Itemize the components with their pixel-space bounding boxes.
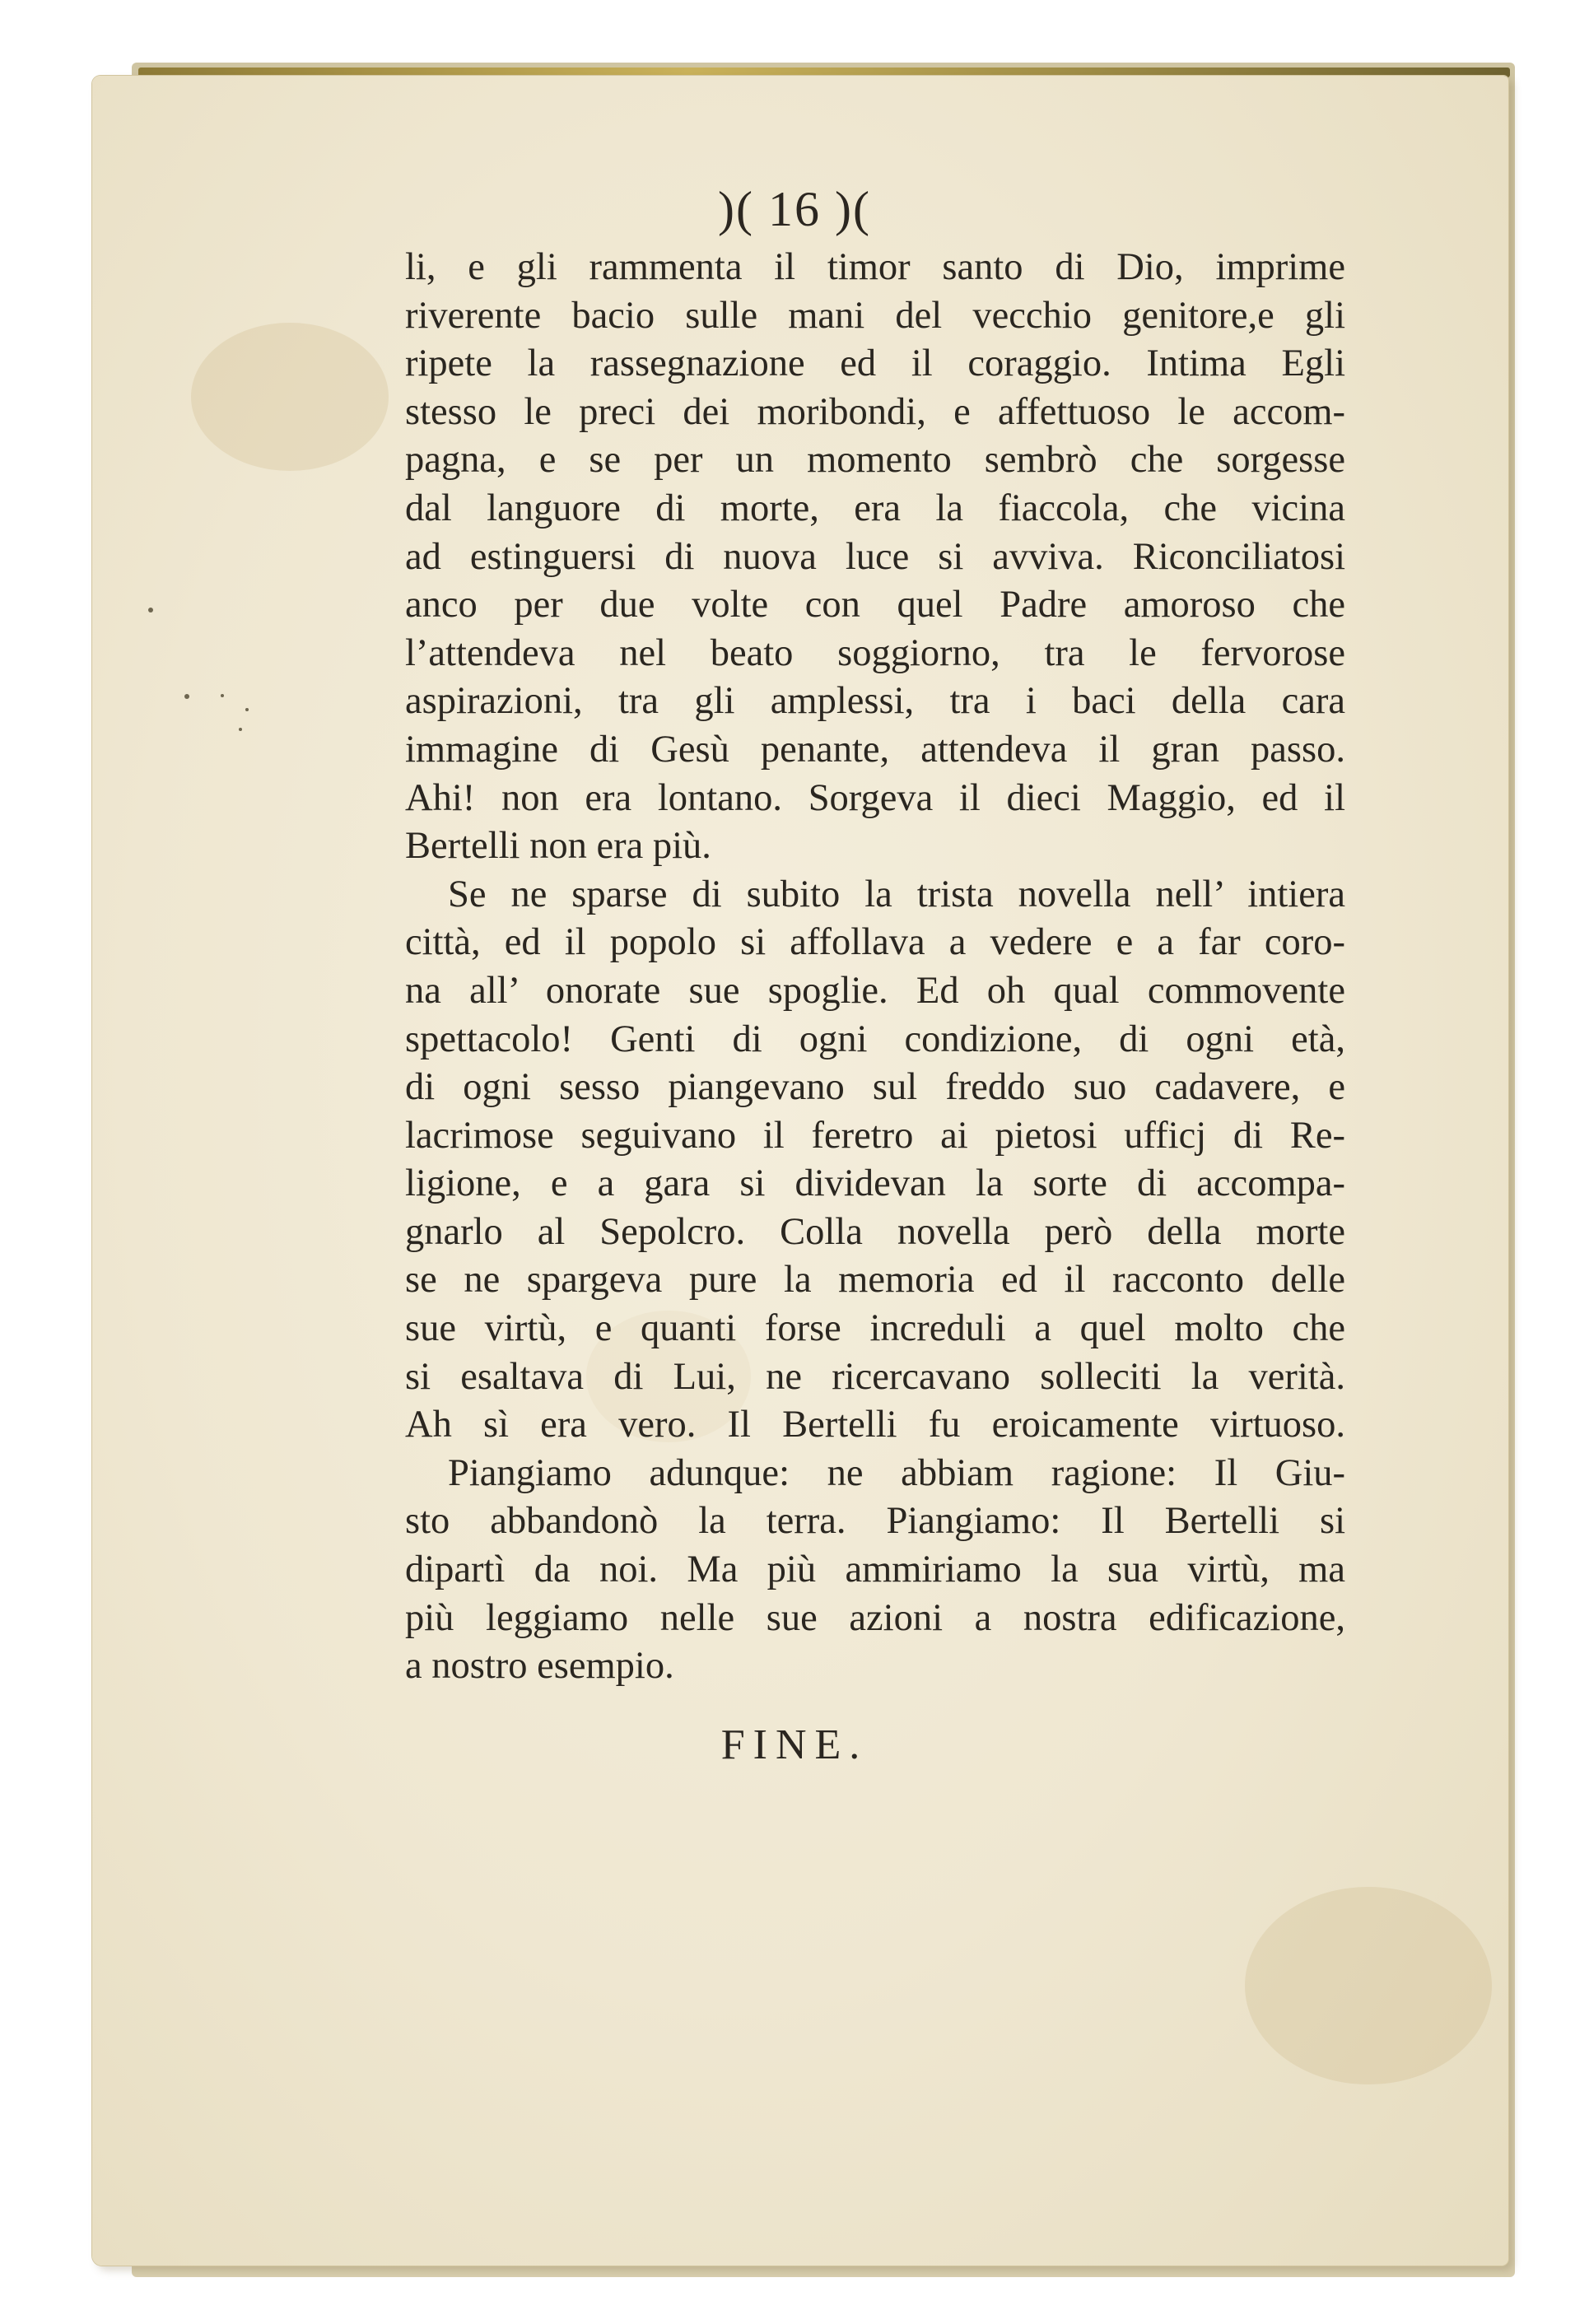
text-line: gnarlo al Sepolcro. Colla novella però della morte: [405, 1210, 1345, 1253]
text-line: città, ed il popolo si affollava a vedere e a far coro-: [405, 921, 1345, 964]
text-line: sue virtù, e quanti forse increduli a quel molto che: [405, 1307, 1345, 1350]
text-line: ripete la rassegnazione ed il coraggio. Intima Egli: [405, 342, 1345, 385]
text-line: spettacolo! Genti di ogni condizione, di ogni età,: [405, 1018, 1345, 1060]
text-line: l’attendeva nel beato soggiorno, tra le fervorose: [405, 631, 1345, 674]
text-line: ad estinguersi di nuova luce si avviva. Riconciliatosi: [405, 535, 1345, 578]
text-line: di ogni sesso piangevano sul freddo suo cadavere, e: [405, 1066, 1345, 1109]
foxing-stain: [191, 323, 389, 471]
margin-mark: [245, 708, 249, 711]
text-line: Ahi! non era lontano. Sorgeva il dieci Maggio, ed il: [405, 776, 1345, 819]
text-line: Se ne sparse di subito la trista novella nell’ intiera: [448, 873, 1345, 915]
text-line: pagna, e se per un momento sembrò che sorgesse: [405, 439, 1345, 482]
text-line: anco per due volte con quel Padre amoroso che: [405, 584, 1345, 626]
text-line: dal languore di morte, era la fiaccola, che vicina: [405, 487, 1345, 529]
text-line: li, e gli rammenta il timor santo di Dio, imprime: [405, 246, 1345, 288]
text-line: immagine di Gesù penante, attendeva il gran passo.: [405, 728, 1345, 771]
text-line: si esaltava di Lui, ne ricercavano solleciti la verità.: [405, 1355, 1345, 1398]
text-line: Piangiamo adunque: ne abbiam ragione: Il Giu-: [448, 1451, 1345, 1494]
foxing-stain: [1245, 1887, 1492, 2084]
text-line: riverente bacio sulle mani del vecchio genitore,e gli: [405, 294, 1345, 337]
text-line: lacrimose seguivano il feretro ai pietosi ufficj di Re-: [405, 1114, 1345, 1157]
text-line: più leggiamo nelle sue azioni a nostra edificazione,: [405, 1596, 1345, 1639]
text-line: se ne spargeva pure la memoria ed il racconto delle: [405, 1259, 1345, 1302]
margin-mark: [184, 694, 189, 699]
end-marker: FINE.: [720, 1721, 869, 1768]
text-line: sto abbandonò la terra. Piangiamo: Il Bertelli si: [405, 1500, 1345, 1543]
margin-mark: [221, 694, 224, 697]
margin-mark: [148, 608, 153, 612]
page-number: )( 16 )(: [718, 182, 871, 236]
text-line: a nostro esempio.: [405, 1645, 674, 1688]
text-line: aspirazioni, tra gli amplessi, tra i baci della cara: [405, 680, 1345, 723]
margin-mark: [239, 728, 242, 731]
text-line: Bertelli non era più.: [405, 825, 711, 868]
text-line: Ah sì era vero. Il Bertelli fu eroicamente virtuoso.: [405, 1404, 1345, 1446]
text-line: dipartì da noi. Ma più ammiriamo la sua virtù, ma: [405, 1549, 1345, 1591]
text-line: ligione, e a gara si dividevan la sorte di accompa-: [405, 1162, 1345, 1205]
text-line: stesso le preci dei moribondi, e affettuoso le accom-: [405, 390, 1345, 433]
body-text: [405, 244, 1345, 1691]
text-line: na all’ onorate sue spoglie. Ed oh qual commovente: [405, 969, 1345, 1012]
